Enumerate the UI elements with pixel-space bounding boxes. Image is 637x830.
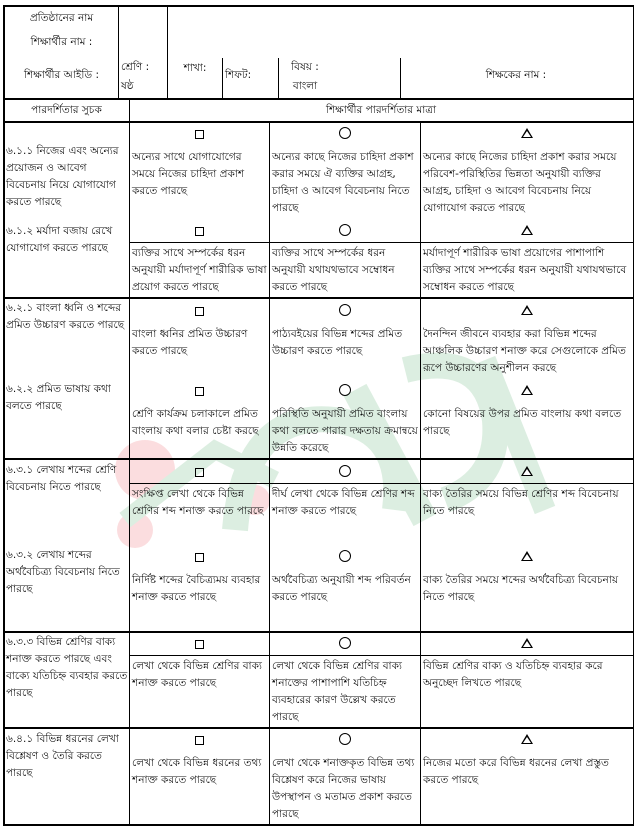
- square-symbol: [130, 385, 269, 399]
- triangle-icon: [521, 638, 533, 648]
- circle-level-text: অর্থবৈচিত্র্য অনুযায়ী শব্দ পরিবর্তন করতে পারছে: [272, 574, 411, 603]
- indicator-text: ৬.৪.১ বিভিন্ন ধরনের লেখা বিশ্লেষণ ও তৈরি করতে পারছে: [6, 733, 119, 779]
- circle-symbol: [270, 637, 420, 652]
- border-bottom: [3, 824, 634, 826]
- circle-icon: [339, 384, 351, 396]
- divider: [129, 655, 633, 656]
- square-symbol: [130, 305, 269, 319]
- divider: [3, 98, 634, 100]
- divider: [129, 483, 633, 484]
- triangle-level-text: বাক্য তৈরির সময়ে বিভিন্ন শ্রেণির শব্দ বিবেচনায় নিতে পারছে: [423, 488, 619, 517]
- square-icon: [195, 468, 204, 477]
- square-level-text: ব্যক্তির সাথে সম্পর্কের ধরন অনুযায়ী মর্যাদাপূর্ণ শারীরিক ভাষা প্রয়োগ করতে পারছে: [132, 247, 267, 293]
- square-level-text: বাংলা ধ্বনির প্রমিত উচ্চারণ করতে পারছে: [132, 328, 248, 357]
- square-icon: [195, 640, 204, 649]
- triangle-icon: [521, 225, 533, 235]
- triangle-icon: [521, 551, 533, 561]
- circle-level-text: অন্যের কাছে নিজের চাহিদা প্রকাশ করার সময়ে ঐ ব্যক্তির আগ্রহ, চাহিদা ও আবেগ বিবেচনায় নিতে পারছে: [272, 151, 414, 214]
- triangle-level-text: কোনো বিষয়ের উপর প্রমিত বাংলায় কথা বলতে পারছে: [423, 408, 622, 437]
- square-level-text: অন্যের সাথে যোগাযোগের সময়ে নিজের চাহিদা প্রকাশ করতে পারছে: [132, 151, 245, 197]
- circle-symbol: [270, 127, 420, 142]
- border-top: [3, 5, 634, 7]
- divider: [3, 727, 634, 729]
- triangle-symbol: [421, 127, 632, 141]
- square-symbol: [130, 128, 269, 142]
- triangle-symbol: [421, 733, 632, 747]
- square-icon: [195, 387, 204, 396]
- triangle-level-text: বিভিন্ন শ্রেণির বাক্য ও যতিচিহ্ন ব্যবহার করে অনুচ্ছেদ লিখতে পারছে: [423, 660, 603, 689]
- student-id-label: শিক্ষার্থীর আইডি :: [23, 69, 99, 81]
- shift-label: শিফট:: [225, 69, 252, 81]
- indicator-text: ৬.২.২ প্রমিত ভাষায় কথা বলতে পারছে: [6, 383, 111, 412]
- triangle-symbol: [421, 304, 632, 318]
- indicator-text: ৬.২.১ বাংলা ধ্বনি ও শব্দের প্রমিত উচ্চারণ করতে পারছে: [6, 302, 125, 331]
- subject-value: বাংলা: [292, 80, 318, 92]
- student-name-label: শিক্ষার্থীর নাম :: [30, 36, 93, 48]
- triangle-icon: [521, 466, 533, 476]
- triangle-level-text: মর্যাদাপূর্ণ শারীরিক ভাষা প্রয়োগের পাশাপাশি ব্যক্তির সাথে সম্পর্কের ধরন অনুযায়ী যথাযথভাবে সম্বোধন করতে পারছে: [423, 247, 627, 293]
- triangle-icon: [521, 734, 533, 744]
- circle-level-text: লেখা থেকে বিভিন্ন শ্রেণির বাক্য শনাক্তের পাশাপাশি যতিচিহ্ন ব্যবহারের কারণ উল্লেখ করতে পারছে: [272, 660, 402, 723]
- square-icon: [195, 307, 204, 316]
- square-level-text: নির্দিষ্ট শব্দের বৈচিত্র্যময় ব্যবহার শনাক্ত করতে পারছে: [132, 574, 261, 603]
- circle-icon: [339, 637, 351, 649]
- square-symbol: [130, 551, 269, 565]
- circle-icon: [339, 304, 351, 316]
- triangle-symbol: [421, 550, 632, 564]
- circle-icon: [339, 127, 351, 139]
- subject-label: বিষয় :: [291, 61, 319, 73]
- square-icon: [195, 736, 204, 745]
- square-symbol: [130, 734, 269, 748]
- column-header-level: শিক্ষার্থীর পারদর্শিতার মাত্রা: [325, 104, 437, 116]
- circle-symbol: [270, 224, 420, 239]
- triangle-symbol: [421, 384, 632, 398]
- circle-icon: [339, 733, 351, 745]
- circle-level-text: পাঠ্যবইয়ের বিভিন্ন শব্দের প্রমিত উচ্চারণ করতে পারছে: [272, 328, 403, 357]
- circle-symbol: [270, 304, 420, 319]
- circle-level-text: দীর্ঘ লেখা থেকে বিভিন্ন শ্রেণির শব্দ শনাক্ত করতে পারছে: [272, 488, 415, 517]
- divider: [129, 242, 633, 243]
- circle-symbol: [270, 733, 420, 748]
- triangle-level-text: নিজের মতো করে বিভিন্ন ধরনের লেখা প্রস্তুত করতে পারছে: [423, 757, 609, 786]
- square-level-text: সংক্ষিপ্ত লেখা থেকে বিভিন্ন শ্রেণির শব্দ শনাক্ত করতে পারছে: [132, 488, 264, 517]
- triangle-icon: [521, 385, 533, 395]
- column-header-indicator: পারদর্শিতার সুচক: [31, 104, 102, 116]
- class-value: ষষ্ঠ: [121, 80, 134, 92]
- divider: [3, 121, 634, 123]
- square-symbol: [130, 638, 269, 652]
- square-icon: [195, 130, 204, 139]
- square-level-text: লেখা থেকে বিভিন্ন শ্রেণির বাক্য শনাক্ত করতে পারছে: [132, 660, 262, 689]
- indicator-text: ৬.৩.২ লেখায় শব্দের অর্থবৈচিত্র্য বিবেচনায় নিতে পারছে: [6, 549, 120, 595]
- circle-level-text: লেখা থেকে শনাক্তকৃত বিভিন্ন তথ্য বিশ্লেষণ করে নিজের ভাষায় উপস্থাপন ও মতামত প্রকাশ করতে পারছে: [272, 757, 415, 820]
- circle-level-text: ব্যক্তির সাথে সম্পর্কের ধরন অনুযায়ী যথাযথভাবে সম্বোধন করতে পারছে: [272, 247, 395, 293]
- triangle-level-text: বাক্য তৈরির সময়ে শব্দের অর্থবৈচিত্র্য বিবেচনায় নিতে পারছে: [423, 574, 619, 603]
- square-icon: [195, 553, 204, 562]
- square-level-text: শ্রেণি কার্যক্রম চলাকালে প্রমিত বাংলায় কথা বলার চেষ্টা করছে: [132, 408, 259, 437]
- triangle-icon: [521, 305, 533, 315]
- branch-label: শাখা:: [183, 62, 207, 74]
- divider: [118, 5, 119, 98]
- border-left: [3, 5, 5, 825]
- divider: [222, 58, 223, 98]
- triangle-symbol: [421, 224, 632, 238]
- divider: [3, 458, 634, 460]
- border-right: [633, 5, 635, 825]
- square-level-text: লেখা থেকে বিভিন্ন ধরনের তথ্য শনাক্ত করতে পারছে: [132, 757, 262, 786]
- teacher-name-label: শিক্ষকের নাম :: [485, 69, 547, 81]
- circle-level-text: পরিস্থিতি অনুযায়ী প্রমিত বাংলায় কথা বলতে পারার দক্ষতায় ক্রমান্বয়ে উন্নতি করেছে: [272, 408, 418, 454]
- indicator-text: ৬.৩.৩ বিভিন্ন শ্রেণির বাক্য শনাক্ত করতে পারছে এবং বাক্যে যতিচিহ্ন ব্যবহার করতে পারছে: [6, 636, 128, 699]
- class-label: শ্রেণি :: [121, 61, 150, 73]
- circle-icon: [339, 224, 351, 236]
- triangle-symbol: [421, 465, 632, 479]
- triangle-level-text: অন্যের কাছে নিজের চাহিদা প্রকাশ করার সময়ে পরিবেশ-পরিস্থিতির ভিন্নতা অনুযায়ী ব্যক্তির আগ্রহ, চাহিদা ও আবেগ বিবেচনায় নিয়ে যোগাযোগ করতে পারছে: [423, 151, 617, 214]
- square-icon: [195, 227, 204, 236]
- square-symbol: [130, 466, 269, 480]
- divider: [3, 297, 634, 299]
- triangle-icon: [521, 128, 533, 138]
- triangle-level-text: দৈনন্দিন জীবনে ব্যবহার করা বিভিন্ন শব্দের আঞ্চলিক উচ্চারণ শনাক্ত করে সেগুলোকে প্রমিত রূপে উচ্চারণের অনুশীলন করছে: [423, 328, 626, 374]
- circle-icon: [339, 465, 351, 477]
- circle-icon: [339, 550, 351, 562]
- triangle-symbol: [421, 637, 632, 651]
- square-symbol: [130, 225, 269, 239]
- indicator-text: ৬.১.১ নিজের এবং অন্যের প্রয়োজন ও আবেগ বিবেচনায় নিয়ে যোগাযোগ করতে পারছে: [6, 145, 119, 208]
- divider: [167, 5, 168, 98]
- circle-symbol: [270, 550, 420, 565]
- indicator-text: ৬.৩.১ লেখায় শব্দের শ্রেণি বিবেচনায় নিতে পারছে: [6, 464, 117, 493]
- institution-name-label: প্রতিষ্ঠানের নাম: [29, 12, 94, 24]
- circle-symbol: [270, 384, 420, 399]
- indicator-text: ৬.১.২ মর্যাদা বজায় রেখে যোগাযোগ করতে পারছে: [6, 225, 113, 254]
- circle-symbol: [270, 465, 420, 480]
- divider: [3, 631, 634, 633]
